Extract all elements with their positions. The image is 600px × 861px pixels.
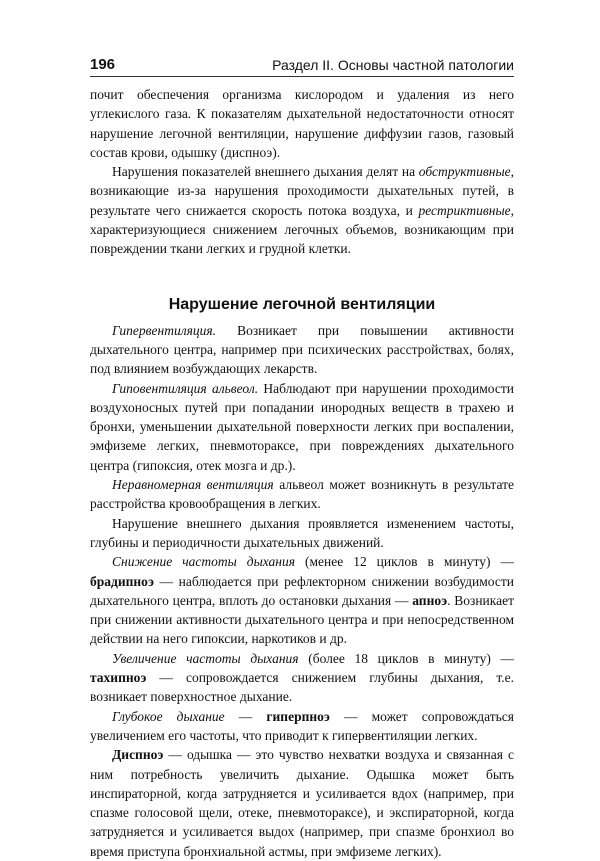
term-hypoventilation: Гиповентиляция альвеол. — [112, 380, 259, 396]
section-heading: Нарушение легочной вентиляции — [168, 295, 436, 313]
text-run: (более 18 циклов в минуту) — — [298, 650, 514, 666]
text-run: Наблюдают при нарушении проходимости воздухоносных путей при попадании инородных веществ в трахею и бронхи, уменьшении дыхательной поверхности легких при воспалении, эмфиземе легких, пневмотораксе, при повреждениях дыхательного центра (гипоксия, отек мозга и др.). — [90, 380, 514, 473]
paragraph-breathing-violation: Нарушение внешнего дыхания проявляется изменением частоты, глубины и периодичности дыхательных движений. — [90, 515, 514, 550]
term-obstructive: обструктивные — [418, 164, 511, 180]
text-run: — может сопровождаться увеличением его частоты, что приводит к гипервентиляции легких. — [90, 708, 514, 743]
text-run: Возникает при повышении активности дыхательного центра, например при психических расстройствах, болях, под влиянием возбуждающих лекарств. — [90, 322, 514, 377]
term-bradypnea: брадипноэ — [90, 573, 154, 589]
running-title: Раздел II. Основы частной патологии — [272, 57, 514, 73]
text-run: , характеризующиеся снижением легочных объемов, возникающим при повреждении ткани легких и грудной клетки. — [90, 202, 514, 257]
text-run: — наблюдается при рефлекторном снижении возбудимости дыхательного центра, вплоть до остановки дыхания — — [90, 573, 514, 608]
text-run: — одышка — это чувство нехватки воздуха и связанная с ним потребность увеличить дыхание. Одышка может быть инспираторной, когда затрудняется и усиливается вдох (например, при спазме голосовой щели, отеке, пневмотораксе), и экспираторной, когда затрудняется и усиливается выдох (например, при спазме бронхиол во время приступа бронхиальной астмы, при эмфиземе легких). — [90, 747, 514, 859]
page-body — [90, 85, 514, 861]
page-header — [90, 56, 514, 77]
intro-paragraph-1: почит обеспечения организма кислородом и удаления из него углекислого газа. К показателям дыхательной недостаточности относят нарушение легочной вентиляции, нарушение диффузии газов, газовый состав крови, одышку (диспноэ). — [90, 87, 514, 160]
term-tachypnea-desc: Увеличение частоты дыхания — [112, 650, 299, 666]
term-apnea: апноэ — [412, 592, 448, 608]
text-run: — сопровождается снижением глубины дыхания, т.е. возникает поверхностное дыхание. — [90, 670, 514, 705]
paragraph-uneven-ventilation — [90, 475, 514, 514]
paragraph-bradypnea — [90, 552, 514, 648]
text-run: (менее 12 циклов в минуту) — — [295, 554, 514, 570]
intro-paragraph-2 — [90, 162, 514, 258]
term-restrictive: рестриктивные — [418, 202, 511, 218]
term-bradypnea-desc: Снижение частоты дыхания — [112, 554, 296, 570]
term-hyperventilation: Гипервентиляция. — [112, 322, 217, 338]
paragraph-hyperpnea — [90, 707, 514, 746]
text-run: . Возникает при снижении активности дыхательного центра и при непосредственном действии на него гипоксии, наркотиков и др. — [90, 592, 515, 647]
text-run: альвеол может возникнуть в результате расстройства кровообращения в легких. — [90, 477, 514, 512]
paragraph-hyperventilation — [90, 321, 514, 379]
term-deep-breathing: Глубокое дыхание — [112, 708, 225, 724]
paragraph-tachypnea — [90, 649, 514, 707]
text-run: , возникающие из-за нарушения проходимости дыхательных путей, в результате чего снижается скорость потока воздуха, и — [90, 164, 514, 218]
paragraph-hypoventilation — [90, 379, 514, 475]
term-uneven-ventilation: Неравномерная вентиляция — [112, 477, 274, 493]
term-dyspnea: Диспноэ — [112, 747, 164, 763]
page-number: 196 — [90, 56, 116, 73]
text-run: Нарушения показателей внешнего дыхания делят на — [112, 164, 419, 180]
term-tachypnea: тахипноэ — [90, 670, 147, 686]
paragraph-dyspnea — [90, 745, 514, 861]
term-hyperpnea: гиперпноэ — [266, 708, 330, 724]
text-run: — — [224, 708, 267, 724]
